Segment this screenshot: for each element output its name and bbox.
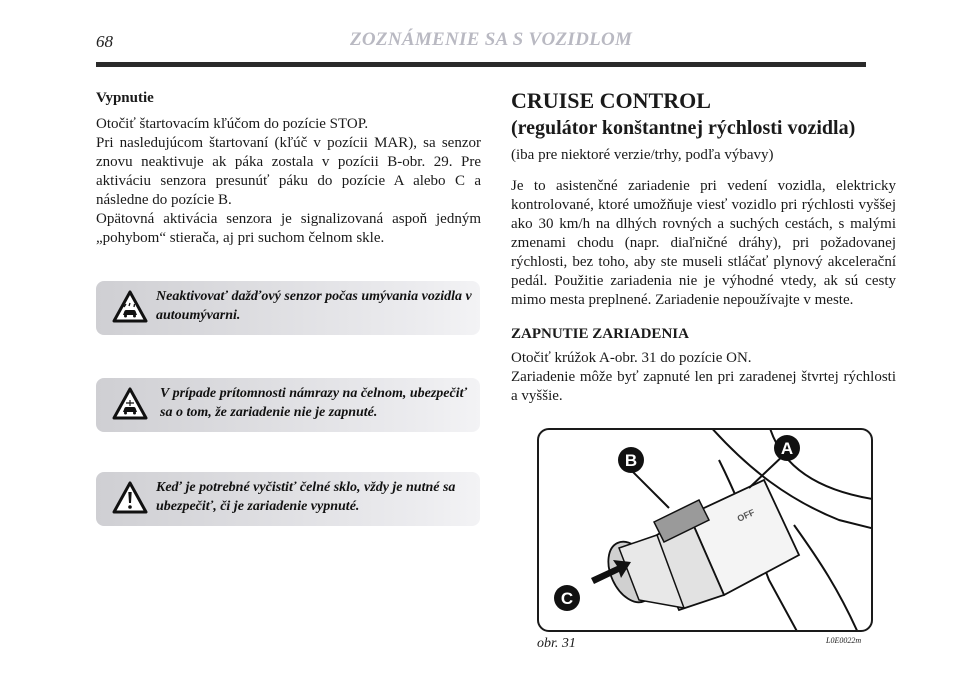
- section-title: CRUISE CONTROL: [511, 88, 711, 113]
- subheading-vypnutie: Vypnutie: [96, 90, 154, 106]
- car-wash-warning-icon: [112, 290, 148, 324]
- cruise-control-lever-illustration: [539, 430, 871, 630]
- page-number: 68: [96, 32, 113, 51]
- subheading-zapnutie: ZAPNUTIE ZARIADENIA: [511, 326, 689, 342]
- callout-a: A: [780, 439, 794, 458]
- figure-code: L0E0022m: [826, 636, 862, 645]
- right-column: [511, 88, 896, 406]
- running-header: ZOZNÁMENIE SA S VOZIDLOM: [350, 29, 633, 50]
- ring-off-label: OFF: [735, 507, 757, 524]
- paragraph: Pri nasledujúcom štartovaní (kľúč v pozícii MAR), sa senzor znovu neaktivuje ak páka zostala v pozícii B-obr. 29. Pre aktiváciu senzora presunúť páku do pozície A alebo C a následne do pozície B.: [96, 135, 481, 208]
- paragraph: Otočiť krúžok A-obr. 31 do pozície ON.: [511, 350, 752, 366]
- callout-c: C: [560, 589, 574, 608]
- car-ice-warning-icon: [112, 387, 148, 421]
- paragraph: Je to asistenčné zariadenie pri vedení vozidla, elektricky kontrolované, ktoré umožňuje viesť vozidlo pri rýchlosti vyššej ako 30 km/h na dlhých rovných a suchých cestách, s malými zmenami chodu (napr. diaľničné dráhy), pri požadovanej rýchlosti, bez toho, aby ste museli stláčať plynový akcelerační pedál. Použitie zariadenia nie je výhodné vtedy, ak sú cesty mimo mesta preplnené. Zariadenie nepoužívajte v meste.: [511, 178, 896, 308]
- warning-box-clean-windshield: [96, 472, 480, 526]
- figure-caption: obr. 31: [537, 636, 576, 651]
- warning-text: Neaktivovať dažďový senzor počas umývania vozidla v autoumývarni.: [156, 289, 472, 323]
- paragraph: Otočiť štartovacím kľúčom do pozície STOP.: [96, 116, 369, 132]
- warning-triangle-icon: [112, 481, 148, 515]
- availability-note: (iba pre niektoré verzie/trhy, podľa výbavy): [511, 147, 774, 163]
- warning-box-ice: [96, 378, 480, 432]
- section-subtitle: (regulátor konštantnej rýchlosti vozidla): [511, 117, 856, 139]
- warning-text: Keď je potrebné vyčistiť čelné sklo, vždy je nutné sa ubezpečiť, či je zariadenie vypnuté.: [156, 480, 456, 514]
- warning-text: V prípade prítomnosti námrazy na čelnom, ubezpečiť sa o tom, že zariadenie nie je zapnuté.: [160, 386, 468, 420]
- callout-b: B: [624, 451, 638, 470]
- header-rule: [96, 62, 866, 67]
- left-column: [96, 90, 481, 248]
- paragraph: Zariadenie môže byť zapnuté len pri zaradenej štvrtej rýchlosti a vyššie.: [511, 369, 896, 404]
- paragraph: Opätovná aktivácia senzora je signalizovaná aspoň jedným „pohybom“ stierača, aj pri suchom čelnom skle.: [96, 211, 481, 246]
- warning-box-car-wash: [96, 281, 480, 335]
- figure-cruise-control-lever: [537, 428, 873, 632]
